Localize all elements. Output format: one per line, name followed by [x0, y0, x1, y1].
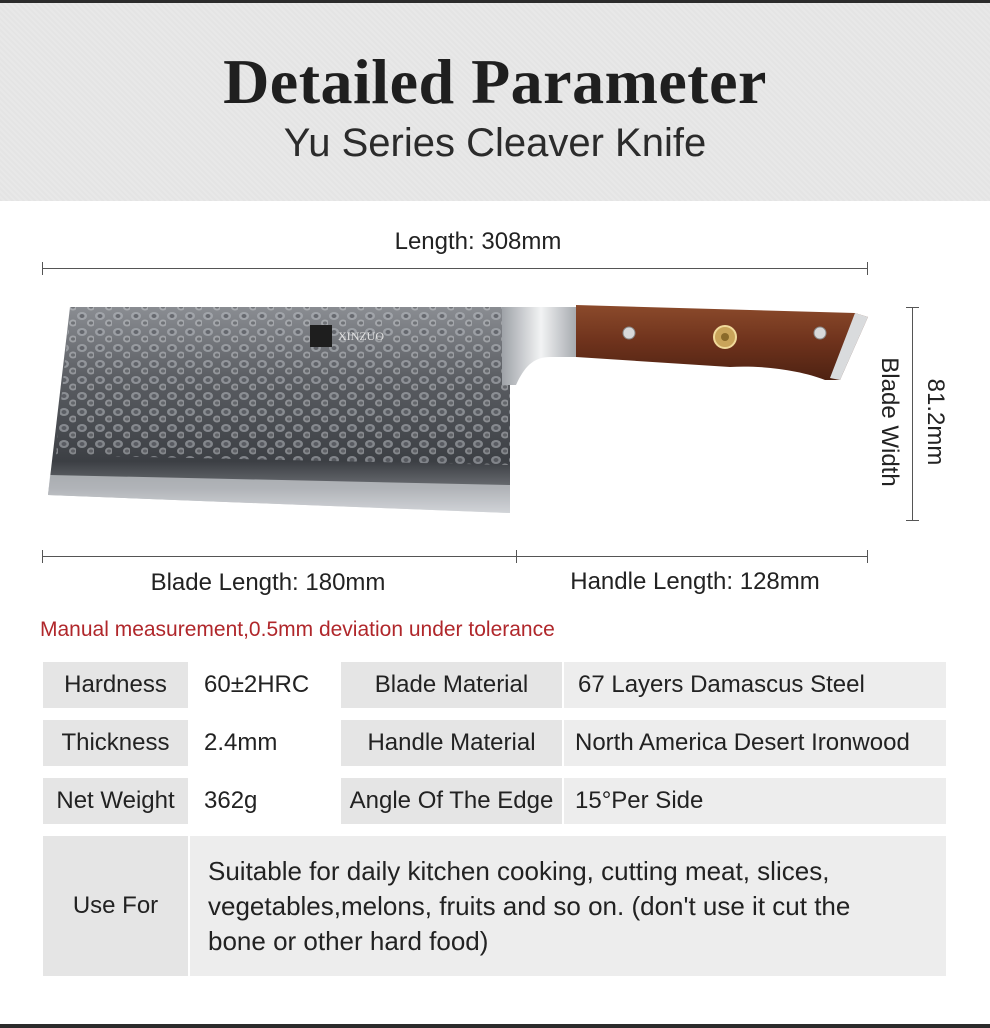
handle-material-label: Handle Material: [341, 720, 562, 766]
page-subtitle: Yu Series Cleaver Knife: [283, 121, 707, 165]
blade-material-value: 67 Layers Damascus Steel: [564, 662, 946, 708]
page-title: Detailed Parameter: [223, 46, 767, 117]
handle-material-value: North America Desert Ironwood: [564, 720, 946, 766]
blade-material-label: Blade Material: [341, 662, 562, 708]
blade-width-line: [912, 307, 913, 521]
brand-mark: XINZUO: [338, 329, 384, 343]
thickness-label: Thickness: [43, 720, 188, 766]
use-for-label: Use For: [43, 836, 188, 976]
thickness-value: 2.4mm: [190, 720, 338, 766]
header-banner: [0, 3, 990, 201]
total-length-tick-right: [867, 262, 868, 275]
blade-handle-tick-mid: [516, 550, 517, 563]
cleaver-knife-image: [40, 295, 875, 525]
handle: [576, 305, 868, 380]
bolster: [502, 307, 580, 385]
total-length-label: Length: 308mm: [394, 228, 562, 255]
blade-length-label: Blade Length: 180mm: [150, 569, 386, 596]
brand-logo: [310, 325, 332, 347]
blade-width-value: 81.2mm: [922, 378, 949, 466]
total-length-tick-left: [42, 262, 43, 275]
blade-length-tick-left: [42, 550, 43, 563]
blade-width-tick-top: [906, 307, 919, 308]
bottom-border: [0, 1024, 990, 1028]
net-weight-label: Net Weight: [43, 778, 188, 824]
blade-width-tick-bottom: [906, 520, 919, 521]
net-weight-value: 362g: [190, 778, 338, 824]
handle-length-label: Handle Length: 128mm: [570, 568, 820, 595]
blade-width-label: Blade Width: [876, 357, 903, 487]
edge-angle-label: Angle Of The Edge: [341, 778, 562, 824]
use-for-value: [190, 836, 946, 976]
hardness-value: 60±2HRC: [190, 662, 338, 708]
blade: [48, 307, 510, 513]
handle-length-tick-right: [867, 550, 868, 563]
tolerance-note: Manual measurement,0.5mm deviation under tolerance: [40, 618, 555, 641]
use-for-text: Suitable for daily kitchen cooking, cutting meat, slices, vegetables,melons, fruits and so on. (don't use it cut the bone or other hard food): [208, 855, 851, 956]
hardness-label: Hardness: [43, 662, 188, 708]
blade-handle-length-line: [42, 556, 868, 557]
edge-angle-value: 15°Per Side: [564, 778, 946, 824]
total-length-line: [42, 268, 868, 269]
